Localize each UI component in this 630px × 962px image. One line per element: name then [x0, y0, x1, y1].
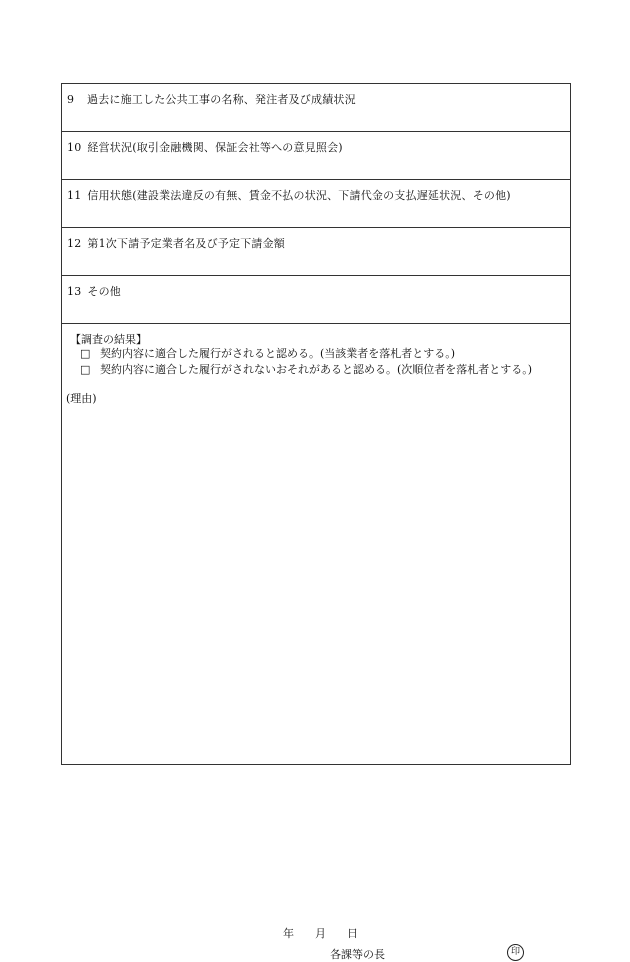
row-subcontractor [62, 228, 570, 276]
date-line [283, 925, 358, 941]
row-past-public-works [62, 84, 570, 132]
checkbox-reject[interactable]: □ [80, 363, 91, 376]
reason-label: (理由) [66, 392, 97, 405]
row-other [62, 276, 570, 324]
seal-mark: 印 [507, 944, 524, 961]
result-heading: 【調査の結果】 [70, 333, 147, 346]
row-number: 10 [67, 141, 82, 154]
row-management-status [62, 132, 570, 180]
row-number: 9 [67, 93, 75, 106]
date-month: 月 [314, 927, 326, 940]
date-day: 日 [346, 927, 358, 940]
checkbox-approve[interactable]: □ [80, 347, 91, 360]
result-option-approve[interactable] [80, 346, 550, 361]
row-number: 12 [67, 237, 82, 250]
option-reject-label: 契約内容に適合した履行がされないおそれがあると認める。(次順位者を落札者とする。) [100, 363, 533, 376]
date-year: 年 [283, 927, 294, 940]
investigation-form-table [61, 83, 571, 961]
option-approve-label: 契約内容に適合した履行がされると認める。(当該業者を落札者とする。) [100, 347, 456, 360]
row-label-text: 過去に施工した公共工事の名称、発注者及び成績状況 [87, 93, 356, 106]
row-label-text: 経営状況(取引金融機関、保証会社等への意見照会) [87, 141, 343, 154]
row-label-text: その他 [87, 285, 122, 298]
result-option-reject[interactable] [80, 362, 550, 377]
row-credit-status [62, 180, 570, 228]
row-number: 11 [67, 189, 82, 202]
row-number: 13 [67, 285, 82, 298]
row-label-text: 第1次下請予定業者名及び予定下請金額 [87, 237, 286, 250]
row-label-text: 信用状態(建設業法違反の有無、賃金不払の状況、下請代金の支払遅延状況、その他) [87, 189, 511, 202]
investigation-result-section [62, 324, 570, 961]
signer-title: 各課等の長 [330, 948, 385, 961]
